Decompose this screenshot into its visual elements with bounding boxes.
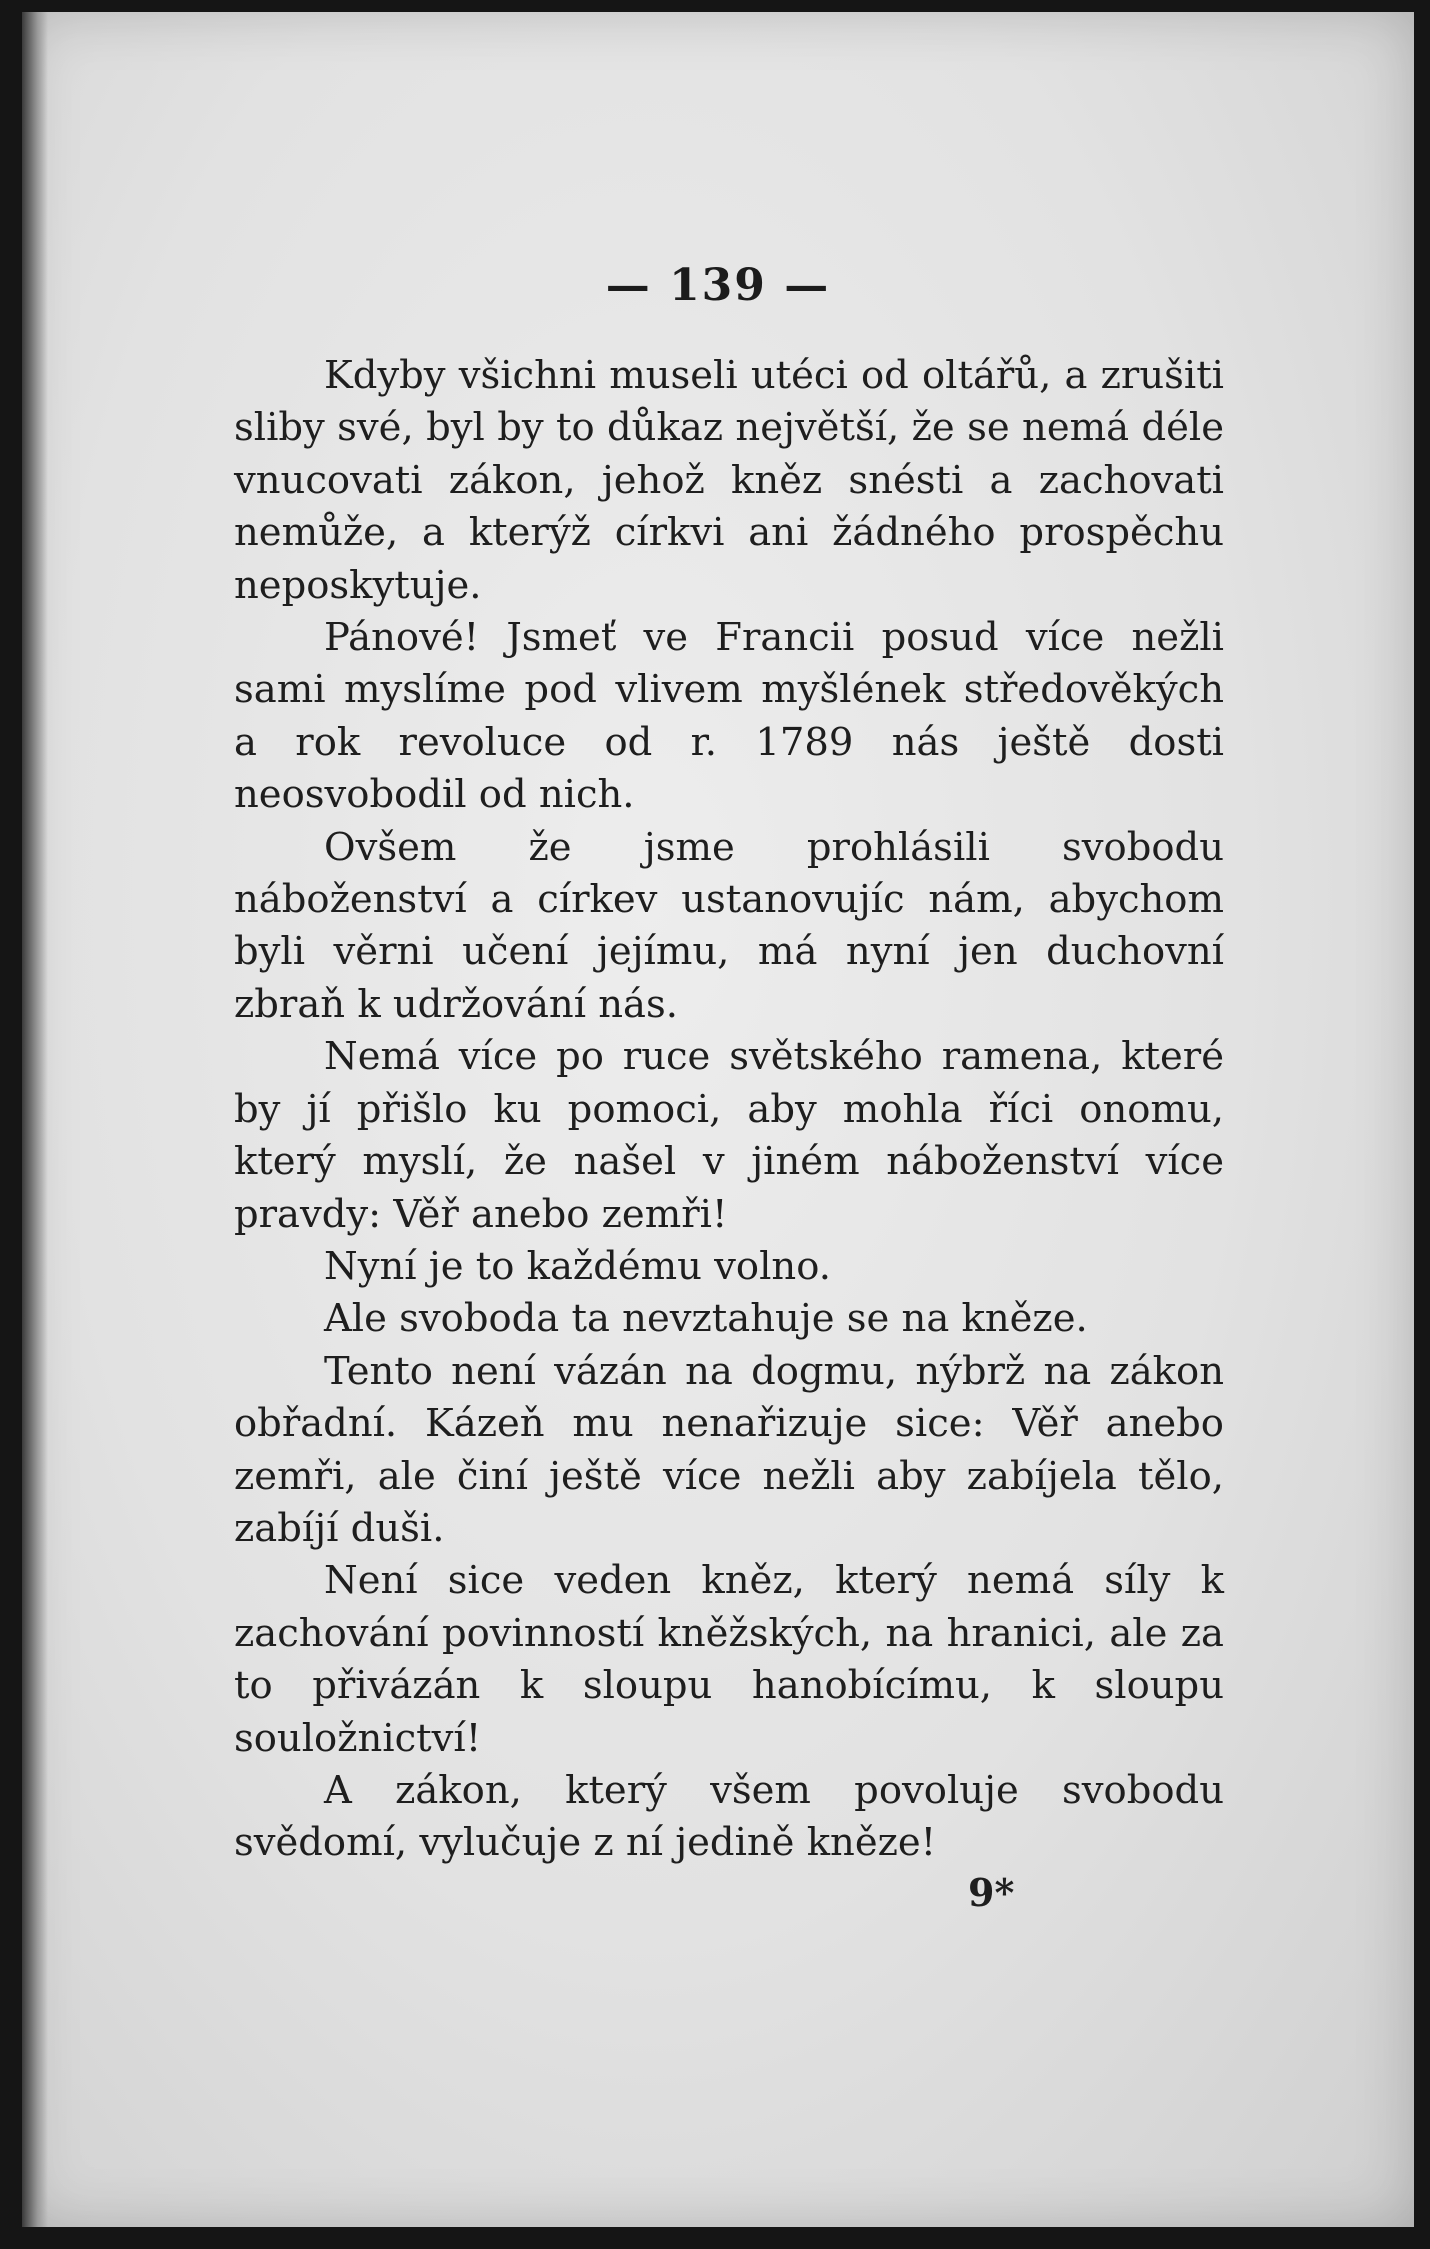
paragraph-5: Nyní je to každému volno. — [324, 1243, 831, 1289]
paragraph-2: Pánové! Jsmeť ve Francii posud více nežli sami myslíme pod vlivem myšlének středověkých a rok revoluce od r. 1789 nás ještě dosti neosvobodil od nich. — [234, 615, 1224, 818]
paragraph-4: Nemá více po ruce světského ramena, které by jí přišlo ku pomoci, aby mohla říci onomu, který myslí, že našel v jiném náboženství více pravdy: Věř anebo zemři! — [234, 1034, 1224, 1237]
paragraph-3: Ovšem že jsme prohlásili svobodu náboženství a církev ustanovujíc nám, abychom byli věrni učení jejímu, má nyní jen duchovní zbraň k udržování nás. — [234, 824, 1224, 1027]
paragraph-6: Ale svoboda ta nevztahuje se na kněze. — [324, 1296, 1088, 1342]
book-page — [22, 12, 1414, 2227]
signature-mark: 9* — [968, 1870, 1015, 1915]
paragraph-7: Tento není vázán na dogmu, nýbrž na zákon obřadní. Kázeň mu nenařizuje sice: Věř anebo zemři, ale činí ještě více nežli aby zabíjela tělo, zabíjí duši. — [234, 1348, 1224, 1551]
body-text — [234, 350, 1224, 1870]
paragraph-1: Kdyby všichni museli utéci od oltářů, a zrušiti sliby své, byl by to důkaz největší, že se nemá déle vnucovati zákon, jehož kněz snésti a zachovati nemůže, a kterýž církvi ani žádného prospěchu neposkytuje. — [234, 353, 1224, 608]
page-spine-shadow — [22, 12, 48, 2227]
page-number: — 139 — — [605, 260, 831, 311]
paragraph-8: Není sice veden kněz, který nemá síly k zachování povinností kněžských, na hranici, ale za to přivázán k sloupu hanobícímu, k sloupu souložnictví! — [234, 1558, 1224, 1761]
paragraph-9: A zákon, který všem povoluje svobodu svědomí, vylučuje z ní jedině kněze! — [234, 1767, 1224, 1866]
